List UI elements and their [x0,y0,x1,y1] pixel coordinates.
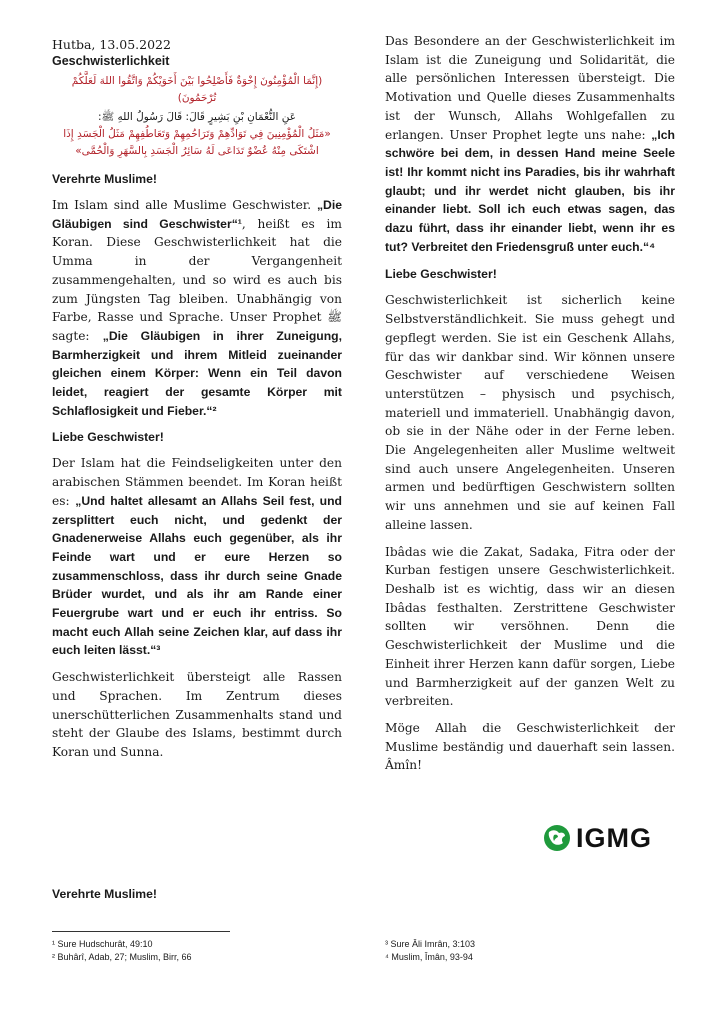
igmg-logo-text: IGMG [576,823,652,853]
hadith-text [52,126,342,160]
footnote-1: ¹ Sure Hudschurât, 49:10 [52,939,153,949]
left-paragraph-2: Der Islam hat die Feindseligkeiten unter den arabischen Stämmen beendet. Im Koran heißt es: „Und haltet allesamt an Allahs Seil fest, und zersplittert euch nicht, und gedenkt der Gnadenerweise Allahs euch gegenüber, als ihr Feinde wart und er eure Herzen so zusammenschloss, dass ihr durch seine Gnade Brüder wurdet, und als ihr am Rande einer Feuergrube wart und er euch ihr entriss. So macht euch Allah seine Zeichen klar, auf dass ihr euch leiten lässt.“³ [52,456,343,658]
heading-liebe-geschwister: Liebe Geschwister! [52,430,164,445]
heading-verehrte-muslime: Verehrte Muslime! [52,172,157,186]
footnote-4: ⁴ Muslim, Îmân, 93-94 [385,952,473,962]
igmg-logo [543,823,673,853]
hadith-line-2: اشْتَكَى مِنْهُ عُضْوٌ تَدَاعَى لَهُ سَائِرُ الْجَسَدِ بِالسَّهَرِ وَالْحُمَّى» [75,145,319,157]
right-paragraph-4: Möge Allah die Geschwisterlichkeit der Muslime beständig und dauerhaft sein lassen. Âmîn! [385,720,675,773]
hadith-narrator: عَنِ النُّعْمَانِ بْنِ بَشِيرٍ قَالَ: قَالَ رَسُولُ اللهِ ﷺ: [97,111,297,123]
quran-verse: (إِنَّمَا الْمُؤْمِنُونَ إِخْوَةٌ فَأَصْلِحُوا بَيْنَ أَخَوَيْكُمْ وَاتَّقُوا اللهَ لَعَلَّكُمْ تُرْحَمُونَ) [71,75,323,104]
right-paragraph-2: Geschwisterlichkeit ist sicherlich keine Selbstverständlichkeit. Sie muss gehegt und gepflegt werden. Sie ist ein Geschenk Allahs, für das wir dankbar sind. Wir können unsere Geschwister auf verschiedene Weisen unterstützen – physisch und psychisch, materiell und immateriell. Unabhängig davon, ob sie in der Nähe oder in der Ferne leben. Die Angelegenheiten aller Muslime weltweit sind auch unsere Angelegenheiten. Unseren armen und bedürftigen Geschwistern sollten wir uns annehmen und sie auf keinen Fall alleine lassen. [385,293,675,532]
quote-hadith-1: „Die Gläubigen in ihrer Zuneigung, Barmherzigkeit und ihrem Mitleid zueinander gleichen einem Körper: Wenn ein Teil davon leidet, reagiert der gesamte Körper mit Schlaflosigkeit und Fieber.“² [52,328,342,418]
footnote-2: ² Buhârî, Adab, 27; Muslim, Birr, 66 [52,952,192,962]
sermon-date: Hutba, 13.05.2022 [52,37,171,52]
right-column [385,32,675,775]
right-paragraph-3: Ibâdas wie die Zakat, Sadaka, Fitra oder der Kurban festigen unsere Geschwisterlichkeit. Deshalb ist es wichtig, dass wir an diesen Ibâdas festhalten. Zerstrittene Geschwister sollten wir versöhnen. Denn die Geschwisterlichkeit der Muslime und die Einheit ihrer Herzen kann dafür sorgen, Liebe und Barmherzigkeit auf der ganzen Welt zu verbreiten. [385,544,675,709]
quote-quran-1: „Die Gläubigen sind Geschwister“¹ [52,198,342,231]
quote-hadith-2: „Ich schwöre bei dem, in dessen Hand meine Seele ist! Ihr kommt nicht ins Paradies, bis ihr wahrhaft glaubt; und ihr werdet nicht glauben, bis ihr einander liebt. Soll ich euch etwas sagen, das dazu führt, dass ihr einander liebt, wenn ihr es tut? Verbreitet den Friedensgruß unter euch.“⁴ [385,127,675,254]
footnote-rule [52,931,230,932]
left-column [52,36,342,762]
heading-bottom: Verehrte Muslime! [52,887,157,901]
left-paragraph-1: Im Islam sind alle Muslime Geschwister. „Die Gläubigen sind Geschwister“¹, heißt es im Koran. Diese Geschwisterlichkeit hat die Umma in der Vergangenheit zusammengehalten, und so wird es auch bis zum Jüngsten Tag bleiben. Unabhängig von Farbe, Rasse und Sprache. Unser Prophet ﷺ sagte: „Die Gläubigen in ihrer Zuneigung, Barmherzigkeit und ihrem Mitleid zueinander gleichen einem Körper: Wenn ein Teil davon leidet, reagiert der gesamte Körper mit Schlaflosigkeit und Fieber.“² [52,198,342,418]
hadith-line-1: «مَثَلُ الْمُؤْمِنِينَ فِي تَوَادِّهِمْ وَتَرَاحُمِهِمْ وَتَعَاطُفِهِمْ مَثَلُ الْجَسَدِ إِذَا [63,128,331,140]
quote-quran-2: „Und haltet allesamt an Allahs Seil fest, und zersplittert euch nicht, und gedenkt der Gnadenerweise Allahs euch gegenüber, als ihr Feinde wart und er eure Herzen so zusammenschloss, dass ihr durch seine Gnade Brüder wurdet, und als ihr am Rande einer Feuergrube wart und er euch ihr entriss. So macht euch Allah seine Zeichen klar, auf dass ihr euch leiten lässt.“³ [52,493,343,658]
heading-liebe-geschwister-2: Liebe Geschwister! [385,267,497,282]
right-paragraph-1: Das Besondere an der Geschwisterlichkeit im Islam ist die Zuneigung und Solidarität, die alle persönlichen Interessen übersteigt. Die Motivation und Quelle dieses Zusammenhalts ist der Wunsch, Allahs Wohlgefallen zu erlangen. Unser Prophet legte uns nahe: „Ich schwöre bei dem, in dessen Hand meine Seele ist! Ihr kommt nicht ins Paradies, bis ihr wahrhaft glaubt; und ihr werdet nicht glauben, bis ihr einander liebt. Soll ich euch etwas sagen, das dazu führt, dass ihr einander liebt, wenn ihr es tut? Verbreitet den Friedensgruß unter euch.“⁴ [385,34,675,254]
sermon-title: Geschwisterlichkeit [52,54,170,68]
footnote-3: ³ Sure Âli Imrân, 3:103 [385,939,476,949]
left-paragraph-3: Geschwisterlichkeit übersteigt alle Rassen und Sprachen. Im Zentrum dieses unerschütterlichen Zusammenhalts stand und steht der Glaube des Islams, bestimmt durch Koran und Sunna. [52,670,342,759]
